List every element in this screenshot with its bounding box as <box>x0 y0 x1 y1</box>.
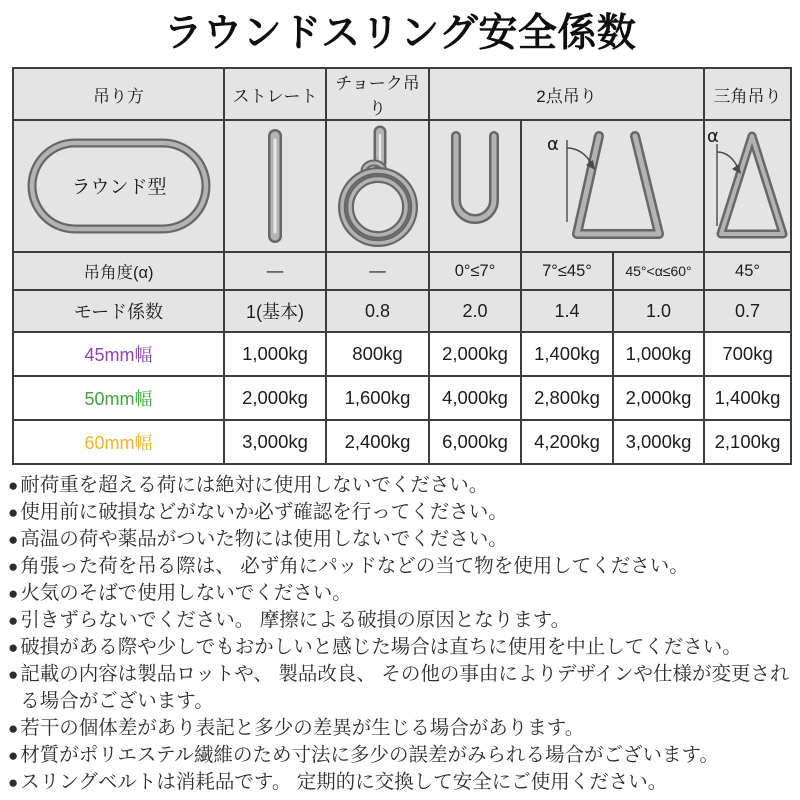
u-shape-sling-icon <box>431 126 519 246</box>
note-text: スリングベルトは消耗品です。 定期的に交換して安全にご使用ください。 <box>20 771 668 793</box>
note-item <box>8 499 796 526</box>
round-sling-oval-icon <box>20 130 218 242</box>
round-type-label: ラウンド型 <box>70 177 167 198</box>
width-45mm-row <box>13 332 791 376</box>
load-value-cell: 2,100kg <box>704 420 791 464</box>
straight-sling-cell <box>224 120 326 252</box>
load-value-cell: 4,000kg <box>429 376 521 420</box>
col-header-triangle: 三角吊り <box>704 68 791 120</box>
choke-sling-icon <box>328 123 428 249</box>
note-item <box>8 526 796 553</box>
load-value-cell: 800kg <box>326 332 429 376</box>
note-text: 引きずらないでください。 摩擦による破損の原因となります。 <box>20 609 571 631</box>
bullet-icon: ● <box>8 638 19 657</box>
mode-factor-cell: 2.0 <box>429 290 521 332</box>
caution-notes-list <box>8 472 796 796</box>
angle-value-cell: 45° <box>704 252 791 290</box>
mode-factor-cell: 1(基本) <box>224 290 326 332</box>
bullet-icon: ● <box>8 503 19 522</box>
angle-value-cell: 0°≤7° <box>429 252 521 290</box>
note-text: 記載の内容は製品ロットや、 製品改良、 その他の事由によりデザインや仕様が変更される場合がございます。 <box>20 663 790 712</box>
safety-factor-table <box>12 67 792 465</box>
load-value-cell: 1,600kg <box>326 376 429 420</box>
two-point-angle-cell <box>521 120 704 252</box>
load-value-cell: 1,000kg <box>613 332 704 376</box>
bullet-icon: ● <box>8 773 19 792</box>
two-point-angle-sling-icon <box>523 122 703 250</box>
col-header-straight: ストレート <box>224 68 326 120</box>
angle-value-cell: 45°<α≤60° <box>613 252 704 290</box>
load-value-cell: 2,000kg <box>224 376 326 420</box>
load-value-cell: 700kg <box>704 332 791 376</box>
straight-sling-icon <box>255 126 295 246</box>
angle-value-cell: — <box>326 252 429 290</box>
note-text: 角張った荷を吊る際は、 必ず角にパッドなどの当て物を使用してください。 <box>20 555 689 577</box>
two-point-u-cell <box>429 120 521 252</box>
width-50mm-label: 50mm幅 <box>13 376 224 420</box>
load-value-cell: 1,400kg <box>521 332 613 376</box>
note-item <box>8 715 796 742</box>
alpha-angle-annotation: α <box>546 134 559 155</box>
load-value-cell: 4,200kg <box>521 420 613 464</box>
mode-factor-cell: 1.4 <box>521 290 613 332</box>
angle-row <box>13 252 791 290</box>
load-value-cell: 3,000kg <box>224 420 326 464</box>
bullet-icon: ● <box>8 557 19 576</box>
note-item <box>8 580 796 607</box>
note-text: 耐荷重を超える荷には絶対に使用しないでください。 <box>20 474 489 496</box>
note-text: 若干の個体差があり表記と多少の差異が生じる場合があります。 <box>20 717 585 739</box>
bullet-icon: ● <box>8 584 19 603</box>
note-text: 高温の荷や薬品がついた物には使用しないでください。 <box>20 528 508 550</box>
triangle-sling-cell <box>704 120 791 252</box>
mode-factor-row <box>13 290 791 332</box>
width-45mm-label: 45mm幅 <box>13 332 224 376</box>
load-value-cell: 2,800kg <box>521 376 613 420</box>
mode-factor-cell: 1.0 <box>613 290 704 332</box>
illustration-row <box>13 120 791 252</box>
mode-row-label: モード係数 <box>13 290 224 332</box>
table-header-row <box>13 68 791 120</box>
note-text: 火気のそばで使用しないでください。 <box>20 582 352 604</box>
note-text: 破損がある際や少しでもおかしいと感じた場合は直ちに使用を中止してください。 <box>20 636 742 658</box>
note-text: 使用前に破損などがないか必ず確認を行ってください。 <box>20 501 508 523</box>
angle-row-label: 吊角度(α) <box>13 252 224 290</box>
note-item <box>8 769 796 796</box>
col-header-two-point: 2点吊り <box>429 68 704 120</box>
bullet-icon: ● <box>8 476 19 495</box>
load-value-cell: 1,400kg <box>704 376 791 420</box>
note-text: 材質がポリエステル繊維のため寸法に多少の誤差がみられる場合がございます。 <box>20 744 719 766</box>
load-value-cell: 3,000kg <box>613 420 704 464</box>
note-item <box>8 742 796 769</box>
bullet-icon: ● <box>8 530 19 549</box>
note-item <box>8 553 796 580</box>
page-title: ラウンドスリング安全係数 <box>163 12 637 55</box>
mode-factor-cell: 0.8 <box>326 290 429 332</box>
note-item <box>8 472 796 499</box>
col-header-method: 吊り方 <box>13 68 224 120</box>
width-50mm-row <box>13 376 791 420</box>
load-value-cell: 2,000kg <box>613 376 704 420</box>
triangle-sling-icon <box>705 122 791 250</box>
choke-sling-cell <box>326 120 429 252</box>
load-value-cell: 2,400kg <box>326 420 429 464</box>
width-60mm-row <box>13 420 791 464</box>
angle-value-cell: 7°≤45° <box>521 252 613 290</box>
round-type-cell <box>13 120 224 252</box>
mode-factor-cell: 0.7 <box>704 290 791 332</box>
angle-value-cell: — <box>224 252 326 290</box>
bullet-icon: ● <box>8 665 19 684</box>
alpha-angle-annotation: α <box>707 126 719 147</box>
bullet-icon: ● <box>8 719 19 738</box>
col-header-choke: チョーク吊り <box>326 68 429 120</box>
width-60mm-label: 60mm幅 <box>13 420 224 464</box>
bullet-icon: ● <box>8 746 19 765</box>
note-item <box>8 607 796 634</box>
load-value-cell: 2,000kg <box>429 332 521 376</box>
load-value-cell: 6,000kg <box>429 420 521 464</box>
load-value-cell: 1,000kg <box>224 332 326 376</box>
note-item <box>8 634 796 661</box>
note-item <box>8 661 796 715</box>
bullet-icon: ● <box>8 611 19 630</box>
